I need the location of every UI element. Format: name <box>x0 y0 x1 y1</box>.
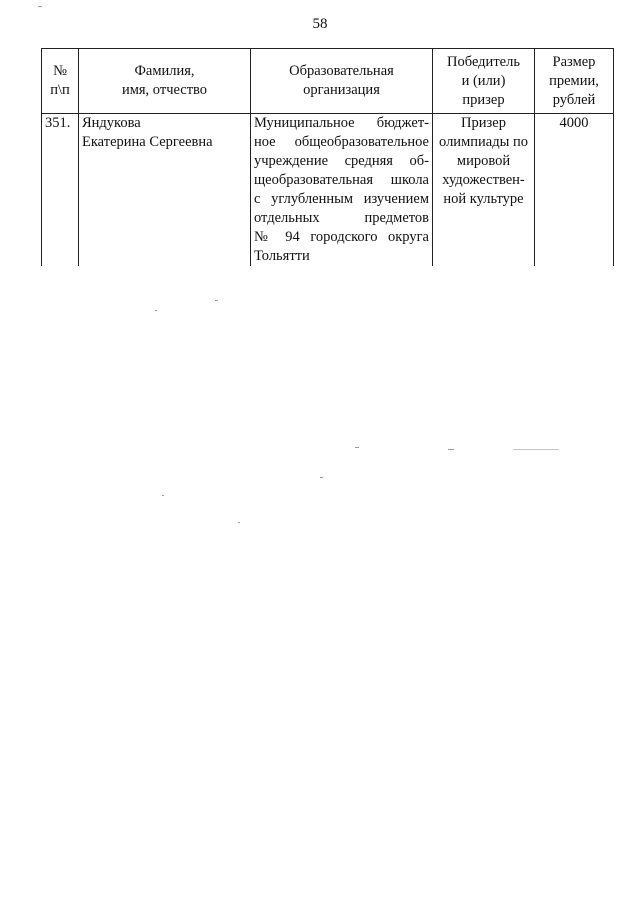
scan-speck <box>513 449 559 450</box>
row-organization-line: Тольятти <box>254 248 310 264</box>
row-winner-status <box>433 114 535 267</box>
header-prize <box>535 49 614 114</box>
scan-speck <box>448 449 454 450</box>
awards-table <box>41 48 614 266</box>
row-winner-line: ной культуре <box>443 191 524 207</box>
row-organization-line: с углубленным изучением <box>254 191 429 207</box>
row-organization-line: № 94 городского округа <box>254 229 429 245</box>
row-organization <box>251 114 433 267</box>
row-winner-line: олимпиады по <box>439 134 528 150</box>
header-name <box>79 49 251 114</box>
row-organization-line: отдельных предметов <box>254 210 429 226</box>
row-winner-line: Призер <box>461 115 506 131</box>
header-organization-line: Образовательная <box>289 63 394 79</box>
scan-speck <box>355 447 359 448</box>
row-organization-line: Муниципальное бюджет- <box>254 115 429 131</box>
row-winner-line: мировой <box>456 153 511 169</box>
row-given-names: Екатерина Сергеевна <box>82 134 213 150</box>
scan-speck <box>38 6 42 7</box>
row-winner-line: художествен- <box>442 172 525 188</box>
row-organization-line: ное общеобразовательное <box>254 134 429 150</box>
scan-speck <box>155 310 157 311</box>
header-name-line: Фамилия, <box>134 63 195 79</box>
row-number: 351. <box>42 114 79 267</box>
header-winner-line: призер <box>462 91 505 108</box>
header-prize-line: рублей <box>552 91 596 108</box>
page-number: 58 <box>312 16 328 32</box>
header-organization-line: организация <box>303 82 380 98</box>
scan-speck <box>238 522 240 523</box>
header-organization <box>251 49 433 114</box>
scan-speck <box>215 300 218 301</box>
table-row <box>42 114 614 267</box>
scan-speck <box>162 495 164 496</box>
header-winner <box>433 49 535 114</box>
header-number-line: п\п <box>50 82 70 98</box>
row-prize-amount: 4000 <box>535 114 614 267</box>
header-prize-line: премии, <box>549 72 599 89</box>
header-name-line: имя, отчество <box>121 82 208 98</box>
scan-speck <box>320 477 323 478</box>
row-full-name <box>79 114 251 267</box>
header-number-line: № <box>53 63 67 79</box>
row-surname: Яндукова <box>82 115 141 131</box>
row-organization-line: щеобразовательная школа <box>254 172 429 188</box>
table-header-row <box>42 49 614 114</box>
header-winner-line: Победитель <box>447 53 520 70</box>
header-number <box>42 49 79 114</box>
header-prize-line: Размер <box>552 53 596 70</box>
row-organization-line: учреждение средняя об- <box>254 153 429 169</box>
header-winner-line: и (или) <box>461 72 506 89</box>
